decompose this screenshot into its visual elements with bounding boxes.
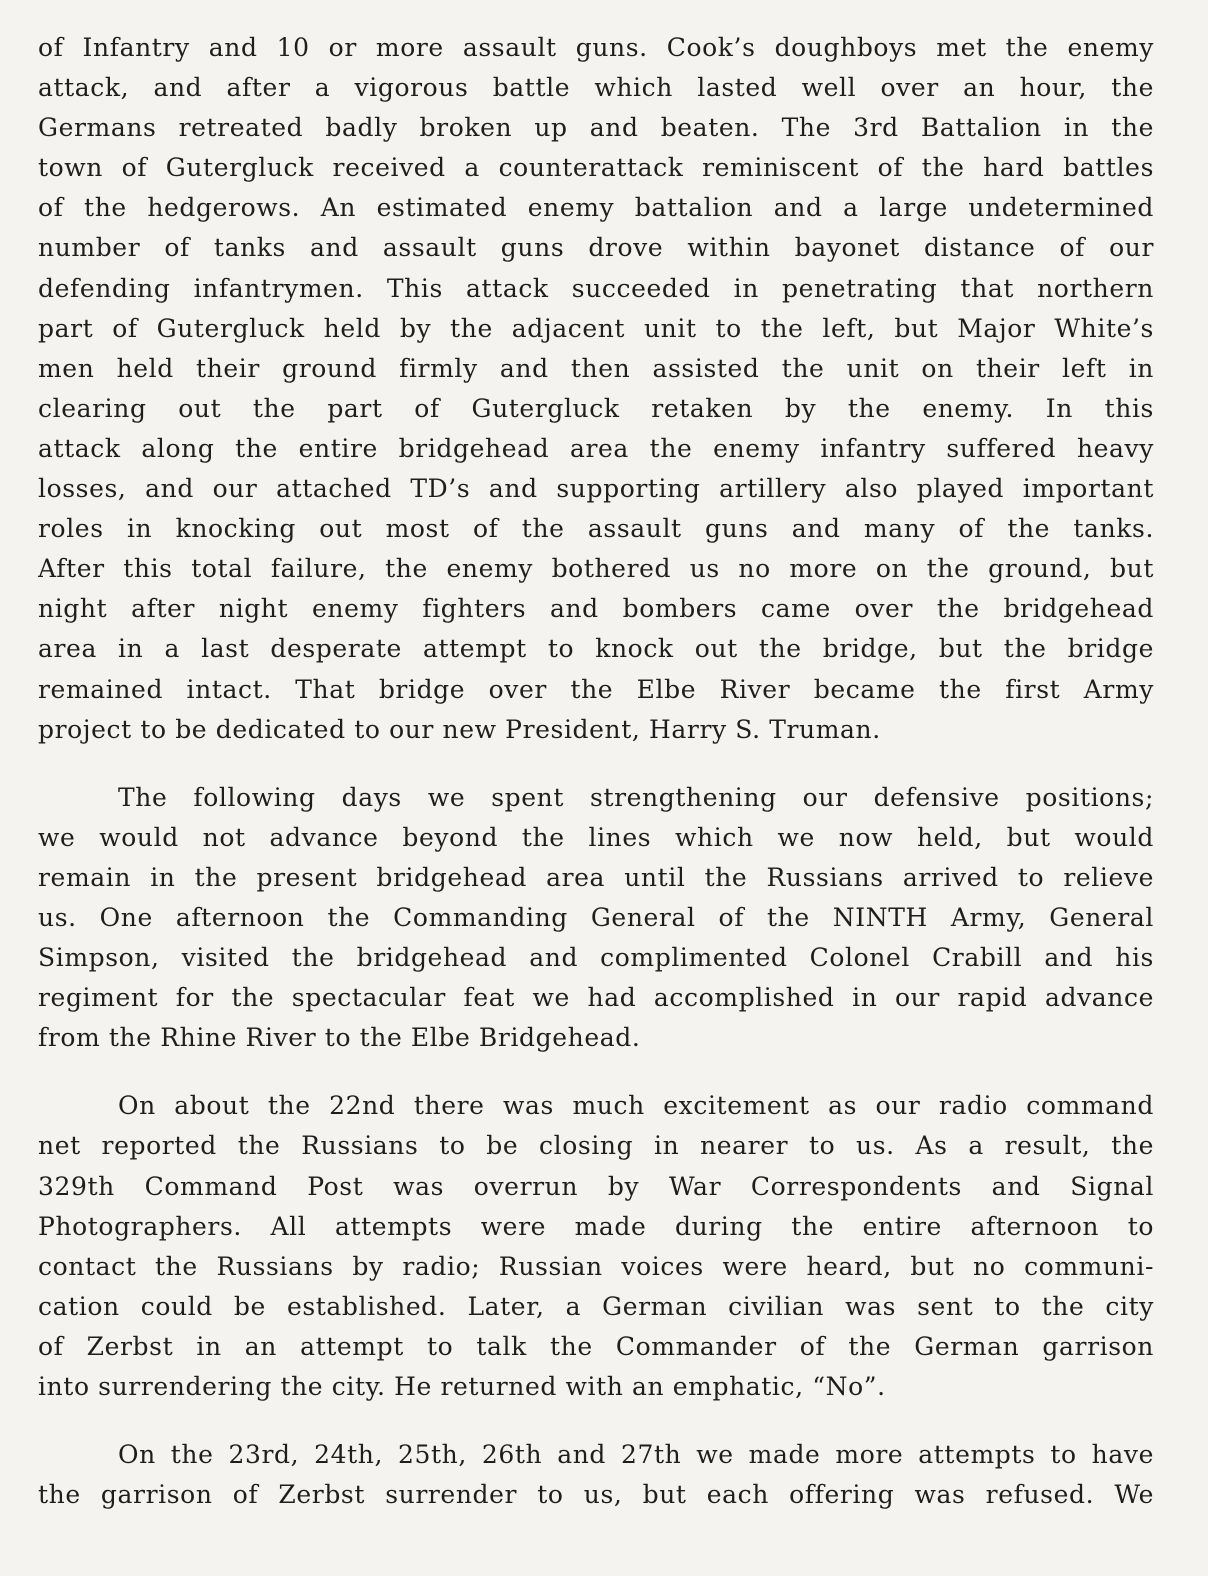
paragraph-2 [38,778,1154,1059]
text-line: Simpson, visited the bridgehead and complimented Colonel Crabill and his [38,943,1154,973]
text-line: of the hedgerows. An estimated enemy battalion and a large undetermined [38,193,1154,223]
text-line: of Zerbst in an attempt to talk the Commander of the German garrison [38,1331,1154,1361]
text-line: from the Rhine River to the Elbe Bridgehead. [38,1023,641,1053]
paragraph-spacer [38,1407,1154,1435]
paragraph-4 [38,1435,1154,1515]
text-line: roles in knocking out most of the assault guns and many of the tanks. [38,514,1154,544]
paragraph-1 [38,28,1154,750]
text-line: project to be dedicated to our new President, Harry S. Truman. [38,714,881,744]
text-line: regiment for the spectacular feat we had accomplished in our rapid advance [38,983,1154,1013]
text-line: the garrison of Zerbst surrender to us, but each offering was refused. We [38,1480,1154,1510]
text-line: into surrendering the city. He returned with an emphatic, “No”. [38,1372,886,1401]
text-line: defending infantrymen. This attack succeeded in penetrating that northern [38,273,1154,303]
text-line: losses, and our attached TD’s and supporting artillery also played important [38,474,1154,504]
text-line: of Infantry and 10 or more assault guns. Cook’s doughboys met the enemy [38,33,1154,62]
body-text [38,28,1154,1515]
text-line: men held their ground firmly and then assisted the unit on their left in [38,353,1154,383]
text-line: town of Gutergluck received a counterattack reminiscent of the hard battles [38,153,1154,183]
text-line: net reported the Russians to be closing in nearer to us. As a result, the [38,1131,1154,1161]
text-line: clearing out the part of Gutergluck retaken by the enemy. In this [38,393,1154,423]
text-line: number of tanks and assault guns drove within bayonet distance of our [38,233,1154,263]
text-line: part of Gutergluck held by the adjacent unit to the left, but Major White’s [38,313,1154,343]
text-line: contact the Russians by radio; Russian voices were heard, but no communi- [38,1251,1154,1281]
paragraph-3 [38,1086,1154,1407]
text-line: we would not advance beyond the lines which we now held, but would [38,822,1154,852]
paragraph-spacer [38,1058,1154,1086]
text-line: remain in the present bridgehead area until the Russians arrived to relieve [38,862,1154,892]
text-line: remained intact. That bridge over the Elbe River became the first Army [38,674,1154,704]
text-line: Germans retreated badly broken up and beaten. The 3rd Battalion in the [38,113,1154,143]
paragraph-spacer [38,750,1154,778]
text-line: attack along the entire bridgehead area the enemy infantry suffered heavy [38,433,1154,463]
text-line: area in a last desperate attempt to knock out the bridge, but the bridge [38,634,1154,664]
text-line: us. One afternoon the Commanding General of the NINTH Army, General [38,902,1154,932]
text-line: After this total failure, the enemy bothered us no more on the ground, but [38,554,1154,584]
text-line: Photographers. All attempts were made during the entire afternoon to [38,1211,1154,1241]
text-line: 329th Command Post was overrun by War Correspondents and Signal [38,1171,1154,1201]
text-line: cation could be established. Later, a German civilian was sent to the city [38,1291,1154,1321]
text-line: night after night enemy fighters and bombers came over the bridgehead [38,594,1154,624]
text-line: On the 23rd, 24th, 25th, 26th and 27th we made more attempts to have [118,1440,1154,1470]
text-line: The following days we spent strengthening our defensive positions; [118,782,1154,812]
text-line: On about the 22nd there was much excitement as our radio command [118,1091,1154,1121]
text-line: attack, and after a vigorous battle which lasted well over an hour, the [38,73,1154,103]
